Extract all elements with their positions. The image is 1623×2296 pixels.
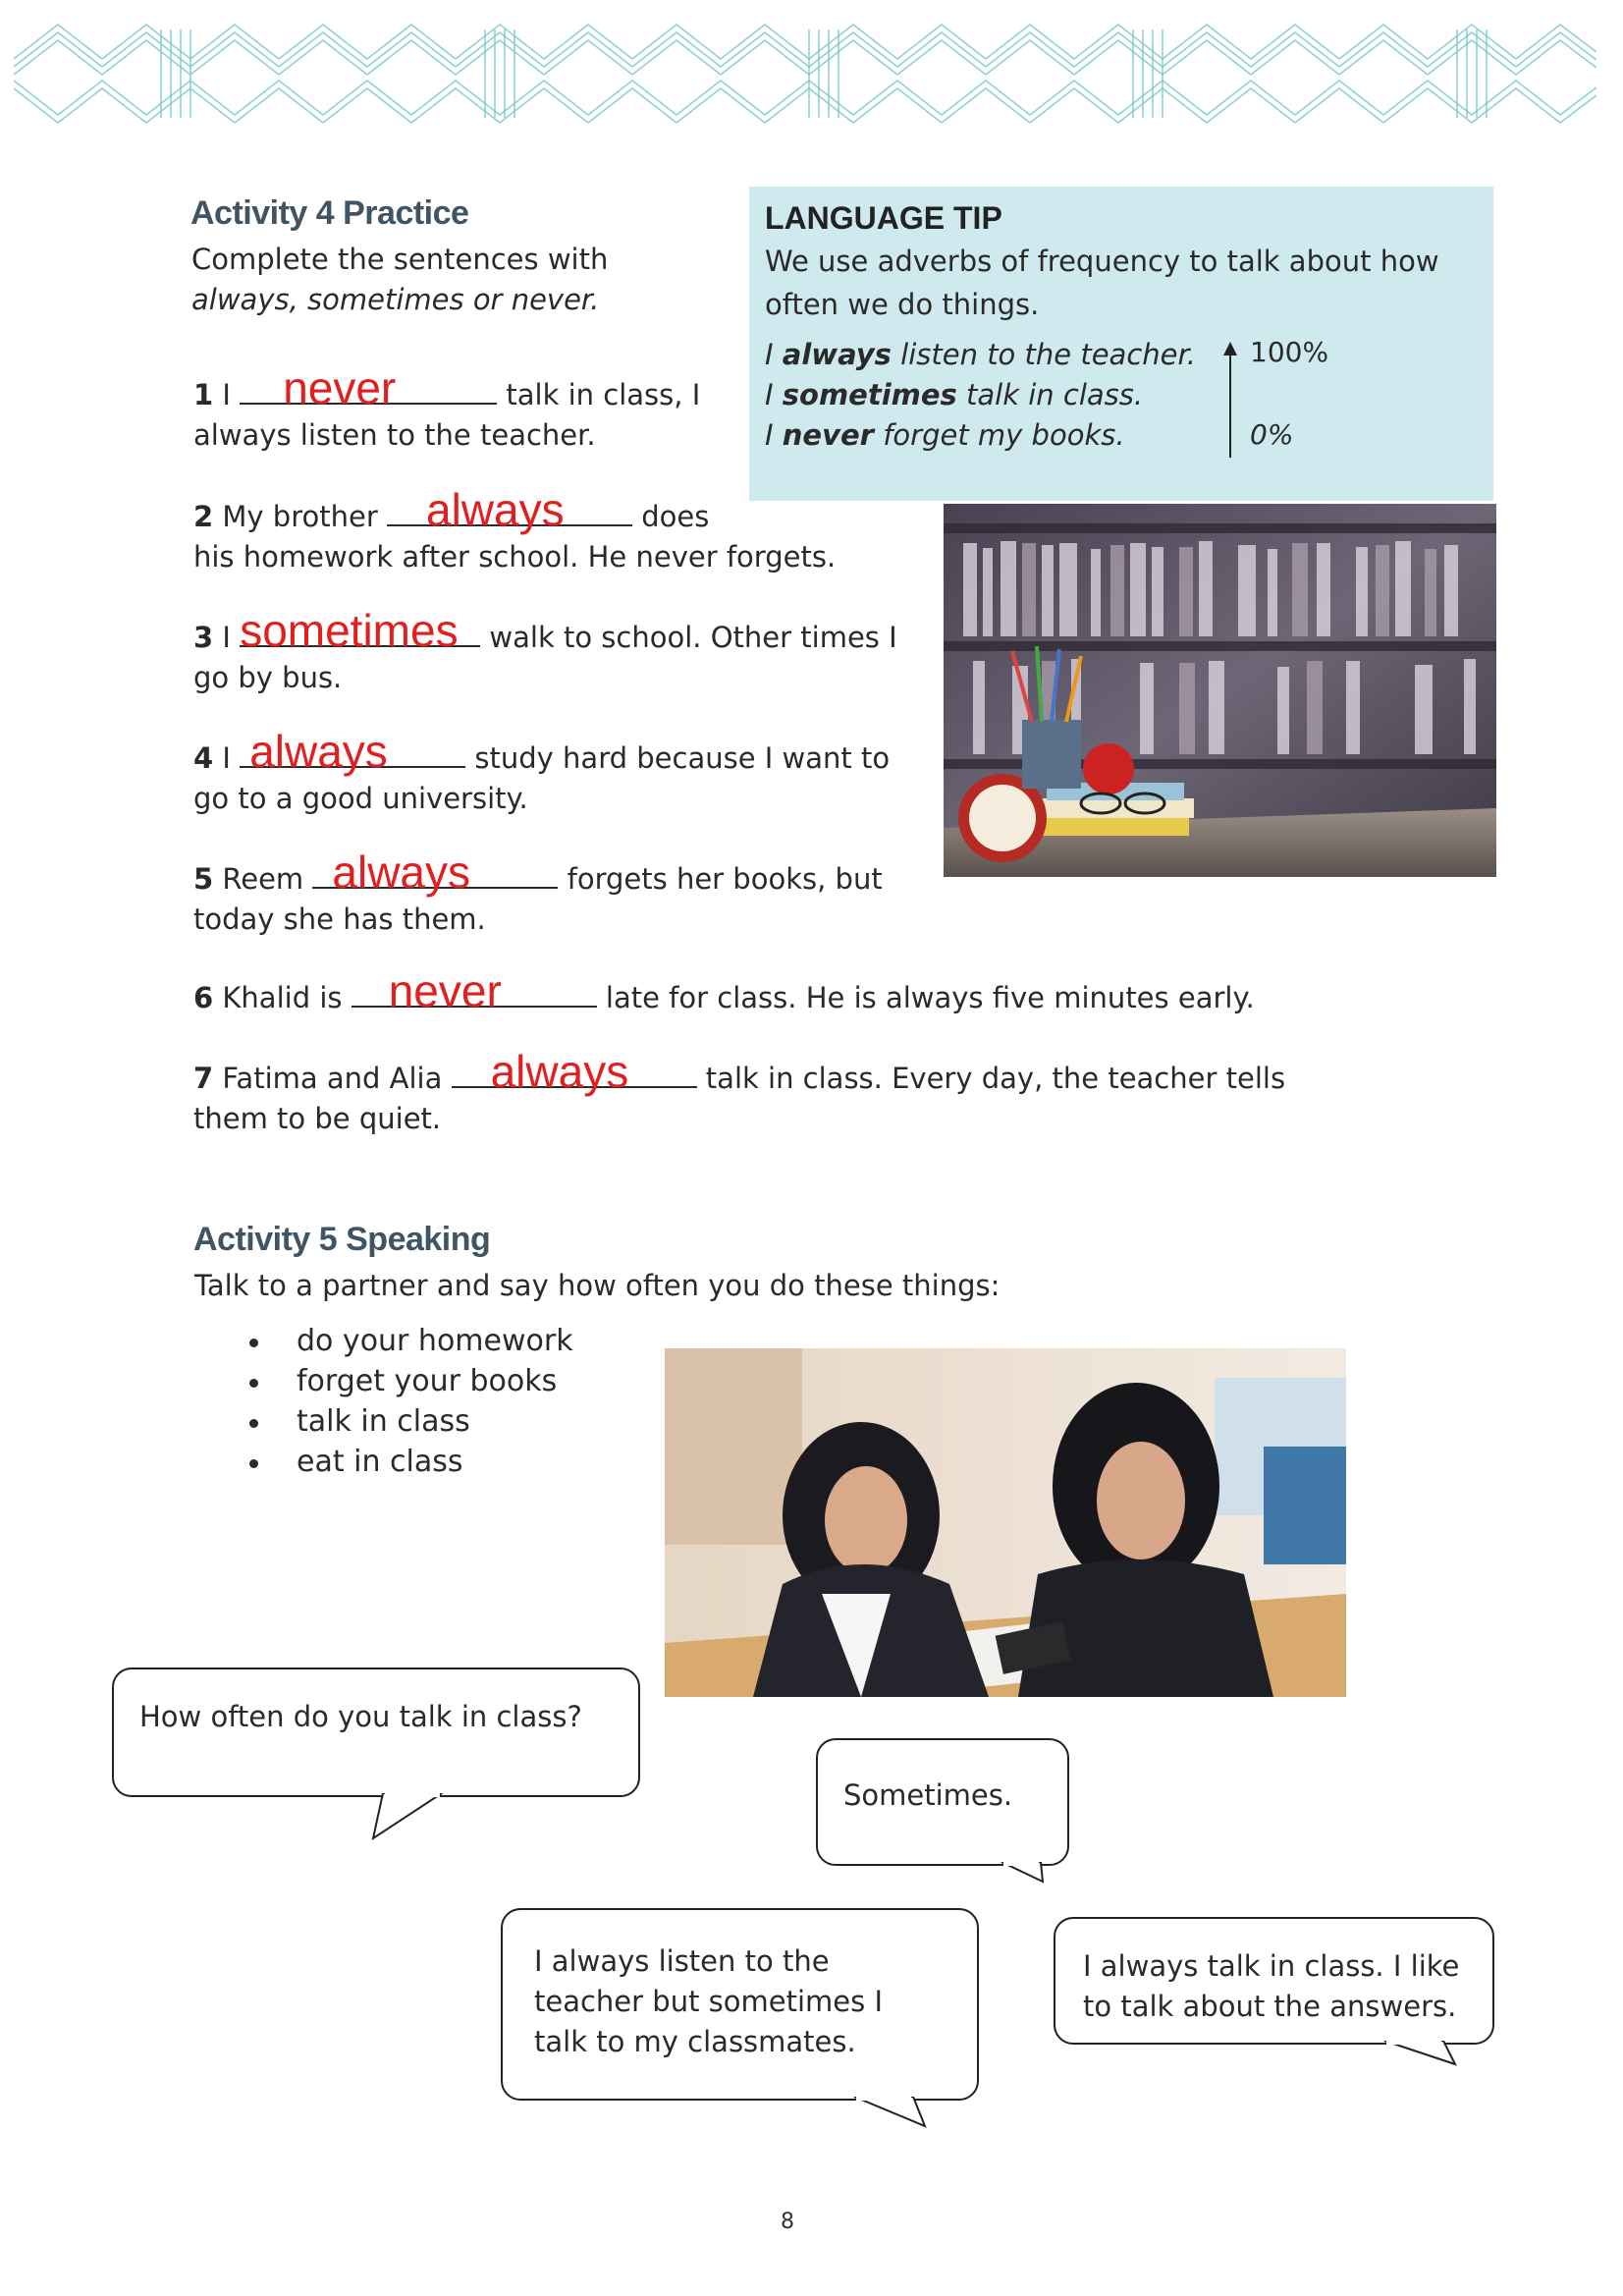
bullet-icon bbox=[249, 1379, 258, 1388]
answer-blank-6[interactable] bbox=[352, 965, 597, 1016]
speech-bubble-answer-sometimes: Sometimes. bbox=[816, 1738, 1069, 1866]
sentence-1: 1 I never talk in class, I always listen to the teacher. bbox=[193, 362, 701, 452]
speech-bubble-answer-listen: I always listen to the teacher but sometimes I talk to my classmates. bbox=[501, 1908, 979, 2101]
answer-4: always bbox=[249, 726, 388, 777]
answer-blank-3[interactable] bbox=[240, 605, 480, 656]
bullet-icon bbox=[249, 1419, 258, 1428]
activity-4-instruction-line-1: Complete the sentences with bbox=[191, 243, 609, 276]
answer-1: never bbox=[283, 362, 397, 413]
answer-6: never bbox=[388, 965, 502, 1016]
answer-blank-1[interactable] bbox=[240, 362, 497, 413]
answer-blank-5[interactable] bbox=[312, 847, 558, 898]
answer-5: always bbox=[332, 847, 471, 898]
activity-5-title: Activity 5 Speaking bbox=[193, 1221, 491, 1258]
answer-7: always bbox=[490, 1046, 629, 1097]
decorative-banner bbox=[14, 20, 1596, 126]
activity-4-title: Activity 4 Practice bbox=[190, 194, 469, 232]
list-item: do your homework bbox=[245, 1321, 573, 1361]
bullet-icon bbox=[249, 1339, 258, 1347]
bullet-icon bbox=[249, 1459, 258, 1468]
answer-blank-7[interactable] bbox=[452, 1046, 697, 1097]
answer-3: sometimes bbox=[240, 605, 459, 656]
speech-bubble-question: How often do you talk in class? bbox=[112, 1667, 640, 1797]
sentence-4: 4 I always study hard because I want to go to a good university. bbox=[193, 726, 891, 815]
speech-bubble-tail-icon bbox=[992, 1862, 1051, 1889]
answer-blank-2[interactable] bbox=[387, 484, 632, 535]
sentence-6: 6 Khalid is never late for class. He is always five minutes early. bbox=[193, 965, 1255, 1016]
list-item: talk in class bbox=[245, 1401, 573, 1442]
sentence-7: 7 Fatima and Alia always talk in class. Every day, the teacher tells them to be quiet. bbox=[193, 1046, 1286, 1135]
language-tip-example-never: I never forget my books. bbox=[765, 418, 1125, 452]
frequency-arrow-icon bbox=[1220, 342, 1240, 460]
speech-bubble-answer-talk: I always talk in class. I like to talk about the answers. bbox=[1054, 1917, 1494, 2045]
language-tip-title: LANGUAGE TIP bbox=[765, 200, 1002, 236]
scale-bottom-label: 0% bbox=[1250, 418, 1294, 451]
language-tip-box bbox=[749, 187, 1493, 501]
activity-4-instruction-line-2: always, sometimes or never. bbox=[191, 283, 600, 316]
list-item: forget your books bbox=[245, 1361, 573, 1401]
language-tip-text: We use adverbs of frequency to talk about how often we do things. bbox=[765, 245, 1439, 321]
sentence-5: 5 Reem always forgets her books, but today she has them. bbox=[193, 847, 883, 936]
list-item: eat in class bbox=[245, 1442, 573, 1482]
answer-blank-4[interactable] bbox=[240, 726, 465, 777]
answer-2: always bbox=[425, 484, 565, 535]
activity-5-list bbox=[245, 1321, 573, 1482]
language-tip-example-sometimes: I sometimes talk in class. bbox=[765, 378, 1144, 411]
speech-bubble-tail-icon bbox=[363, 1793, 471, 1844]
students-classroom-photo bbox=[665, 1348, 1346, 1697]
scale-top-label: 100% bbox=[1250, 336, 1329, 368]
speech-bubble-tail-icon bbox=[1375, 2041, 1463, 2070]
library-books-photo bbox=[944, 504, 1496, 877]
speech-bubble-tail-icon bbox=[844, 2097, 933, 2130]
sentence-2: 2 My brother always does his homework after school. He never forgets. bbox=[193, 484, 837, 574]
language-tip-example-always: I always listen to the teacher. bbox=[765, 338, 1196, 371]
activity-5-instruction: Talk to a partner and say how often you do these things: bbox=[194, 1269, 1001, 1302]
page-number: 8 bbox=[781, 2210, 794, 2234]
sentence-3: 3 I sometimes walk to school. Other times I go by bus. bbox=[193, 605, 897, 694]
